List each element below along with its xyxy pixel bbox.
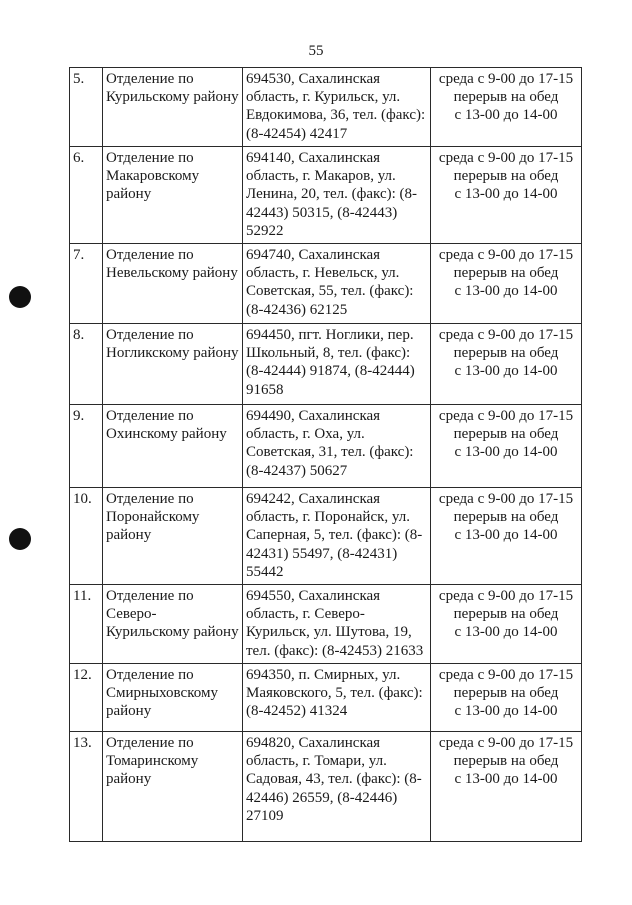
hours-line: перерыв на обед [453,606,559,623]
office-name: Отделение по Невельскому району [103,244,243,324]
row-number: 5. [70,68,103,147]
office-hours [431,488,582,585]
table-row [70,664,582,732]
office-hours [431,147,582,244]
hours-line: среда с 9-00 до 17-15 [438,408,574,424]
office-address: 694530, Сахалинская область, г. Курильск, ул. Евдокимова, 36, тел. (факс): (8-42454) 42417 [243,68,431,147]
office-name: Отделение по Курильскому району [103,68,243,147]
office-address: 694450, пгт. Ноглики, пер. Школьный, 8, тел. (факс): (8-42444) 91874, (8-42444) 91658 [243,324,431,405]
office-name: Отделение по Северо-Курильскому району [103,585,243,664]
office-address: 694820, Сахалинская область, г. Томари, ул. Садовая, 43, тел. (факс): (8-42446) 26559, (8-42446) 27109 [243,732,431,842]
office-name: Отделение по Охинскому району [103,405,243,488]
row-number: 13. [70,732,103,842]
row-number: 7. [70,244,103,324]
table-row [70,147,582,244]
office-hours [431,68,582,147]
row-number: 6. [70,147,103,244]
row-number: 12. [70,664,103,732]
table-row [70,324,582,405]
office-address: 694140, Сахалинская область, г. Макаров, ул. Ленина, 20, тел. (факс): (8-42443) 50315, (8-42443) 52922 [243,147,431,244]
row-number: 8. [70,324,103,405]
office-hours [431,244,582,324]
hours-line: перерыв на обед [453,509,559,526]
table-row [70,405,582,488]
table-row [70,68,582,147]
office-name: Отделение по Томаринскому району [103,732,243,842]
row-number: 9. [70,405,103,488]
hours-line: перерыв на обед [453,89,559,106]
hours-line: среда с 9-00 до 17-15 [438,588,574,604]
hours-line: с 13-00 до 14-00 [454,283,558,300]
hours-line: с 13-00 до 14-00 [454,107,558,124]
office-name: Отделение по Ногликскому району [103,324,243,405]
hours-line: перерыв на обед [453,265,559,282]
office-address: 694740, Сахалинская область, г. Невельск, ул. Советская, 55, тел. (факс): (8-42436) 62125 [243,244,431,324]
hours-line: среда с 9-00 до 17-15 [438,247,574,263]
row-number: 11. [70,585,103,664]
office-name: Отделение по Поронайскому району [103,488,243,585]
office-hours [431,585,582,664]
page-number: 55 [308,43,324,59]
table-row [70,488,582,585]
hours-line: перерыв на обед [453,426,559,443]
hours-line: перерыв на обед [453,753,559,770]
table-row [70,732,582,842]
hours-line: с 13-00 до 14-00 [454,624,558,641]
offices-table [69,67,582,842]
office-name: Отделение по Макаровскому району [103,147,243,244]
binder-hole-mark [9,286,31,308]
hours-line: с 13-00 до 14-00 [454,703,558,720]
hours-line: с 13-00 до 14-00 [454,527,558,544]
hours-line: среда с 9-00 до 17-15 [438,150,574,166]
hours-line: среда с 9-00 до 17-15 [438,491,574,507]
hours-line: среда с 9-00 до 17-15 [438,667,574,683]
office-address: 694350, п. Смирных, ул. Маяковского, 5, тел. (факс): (8-42452) 41324 [243,664,431,732]
office-hours [431,405,582,488]
hours-line: с 13-00 до 14-00 [454,186,558,203]
office-address: 694242, Сахалинская область, г. Поронайск, ул. Саперная, 5, тел. (факс): (8-42431) 55497, (8-42431) 55442 [243,488,431,585]
hours-line: с 13-00 до 14-00 [454,444,558,461]
hours-line: перерыв на обед [453,168,559,185]
hours-line: среда с 9-00 до 17-15 [438,71,574,87]
binder-hole-mark [9,528,31,550]
row-number: 10. [70,488,103,585]
hours-line: перерыв на обед [453,685,559,702]
hours-line: с 13-00 до 14-00 [454,771,558,788]
hours-line: среда с 9-00 до 17-15 [438,327,574,343]
office-hours [431,732,582,842]
table-row [70,244,582,324]
office-hours [431,324,582,405]
hours-line: с 13-00 до 14-00 [454,363,558,380]
table-row [70,585,582,664]
hours-line: перерыв на обед [453,345,559,362]
office-address: 694490, Сахалинская область, г. Оха, ул. Советская, 31, тел. (факс): (8-42437) 50627 [243,405,431,488]
office-hours [431,664,582,732]
office-address: 694550, Сахалинская область, г. Северо-Курильск, ул. Шутова, 19, тел. (факс): (8-42453) 21633 [243,585,431,664]
office-name: Отделение по Смирныховскому району [103,664,243,732]
hours-line: среда с 9-00 до 17-15 [438,735,574,751]
